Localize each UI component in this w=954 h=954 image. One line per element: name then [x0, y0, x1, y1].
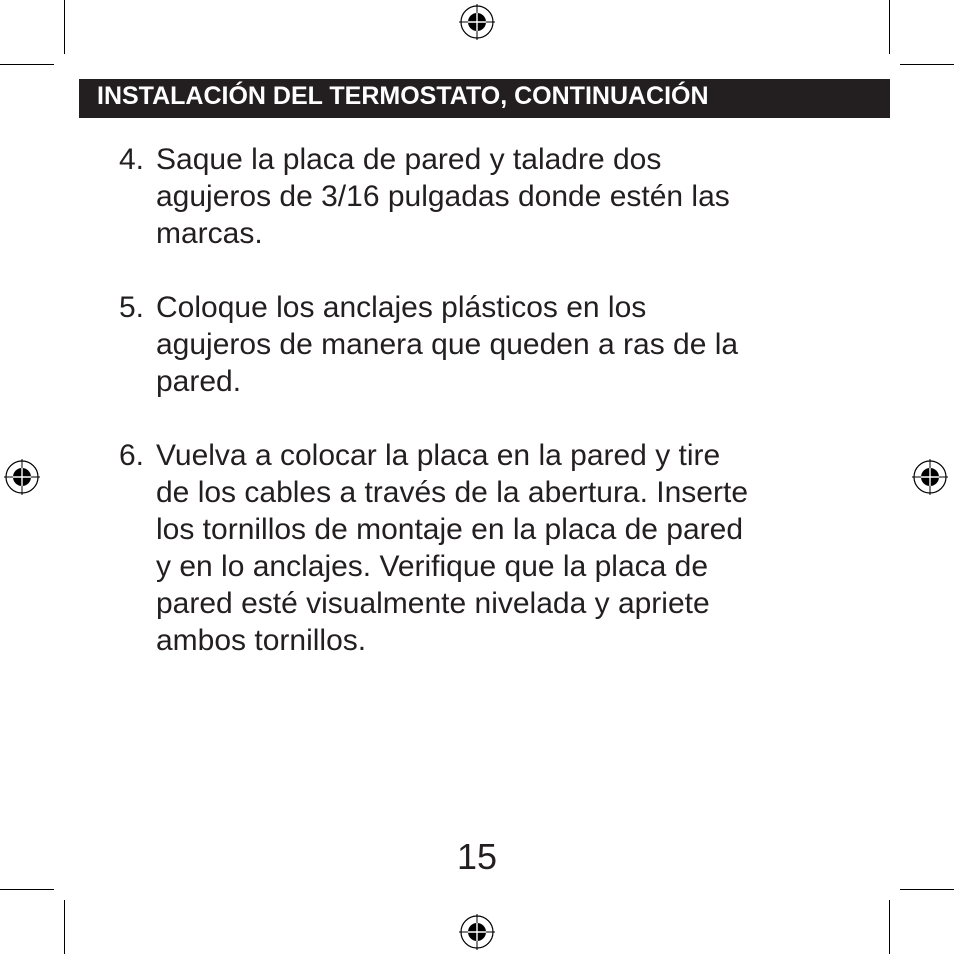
step-text	[156, 437, 839, 659]
crop-mark-bottom-left-horizontal	[0, 889, 54, 890]
page-number: 15	[456, 836, 498, 877]
crop-mark-top-right-vertical	[889, 0, 890, 54]
registration-target-icon	[4, 459, 40, 495]
registration-target-icon	[912, 459, 948, 495]
step-item	[119, 437, 839, 659]
registration-target-icon	[459, 914, 495, 950]
step-text	[156, 289, 839, 400]
crop-mark-top-left-vertical	[64, 0, 65, 54]
section-header: INSTALACIÓN DEL TERMOSTATO, CONTINUACIÓN	[79, 79, 890, 118]
step-number: 6.	[119, 439, 145, 472]
instruction-steps	[119, 141, 839, 696]
step-line: y en lo anclajes. Verifique que la placa de	[156, 550, 709, 583]
step-line: de los cables a través de la abertura. Inserte	[156, 476, 749, 509]
step-line: marcas.	[156, 217, 263, 250]
step-line: agujeros de 3/16 pulgadas donde estén las	[156, 180, 730, 213]
registration-target-icon	[459, 4, 495, 40]
step-number: 4.	[119, 143, 145, 176]
step-line: Saque la placa de pared y taladre dos	[156, 143, 662, 176]
crop-mark-bottom-right-horizontal	[900, 889, 954, 890]
step-line: pared.	[156, 365, 242, 398]
step-line: pared esté visualmente nivelada y apriete	[156, 587, 710, 620]
step-line: Vuelva a colocar la placa en la pared y tire	[156, 439, 721, 472]
crop-mark-bottom-right-vertical	[889, 900, 890, 954]
crop-mark-bottom-left-vertical	[64, 900, 65, 954]
step-item	[119, 289, 839, 400]
step-line: Coloque los anclajes plásticos en los	[156, 291, 647, 324]
step-item	[119, 141, 839, 252]
step-text	[156, 141, 839, 252]
step-number: 5.	[119, 291, 145, 324]
crop-mark-top-right-horizontal	[900, 64, 954, 65]
crop-mark-top-left-horizontal	[0, 64, 54, 65]
step-line: los tornillos de montaje en la placa de pared	[156, 513, 744, 546]
step-line: agujeros de manera que queden a ras de la	[156, 328, 739, 361]
step-line: ambos tornillos.	[156, 624, 367, 657]
